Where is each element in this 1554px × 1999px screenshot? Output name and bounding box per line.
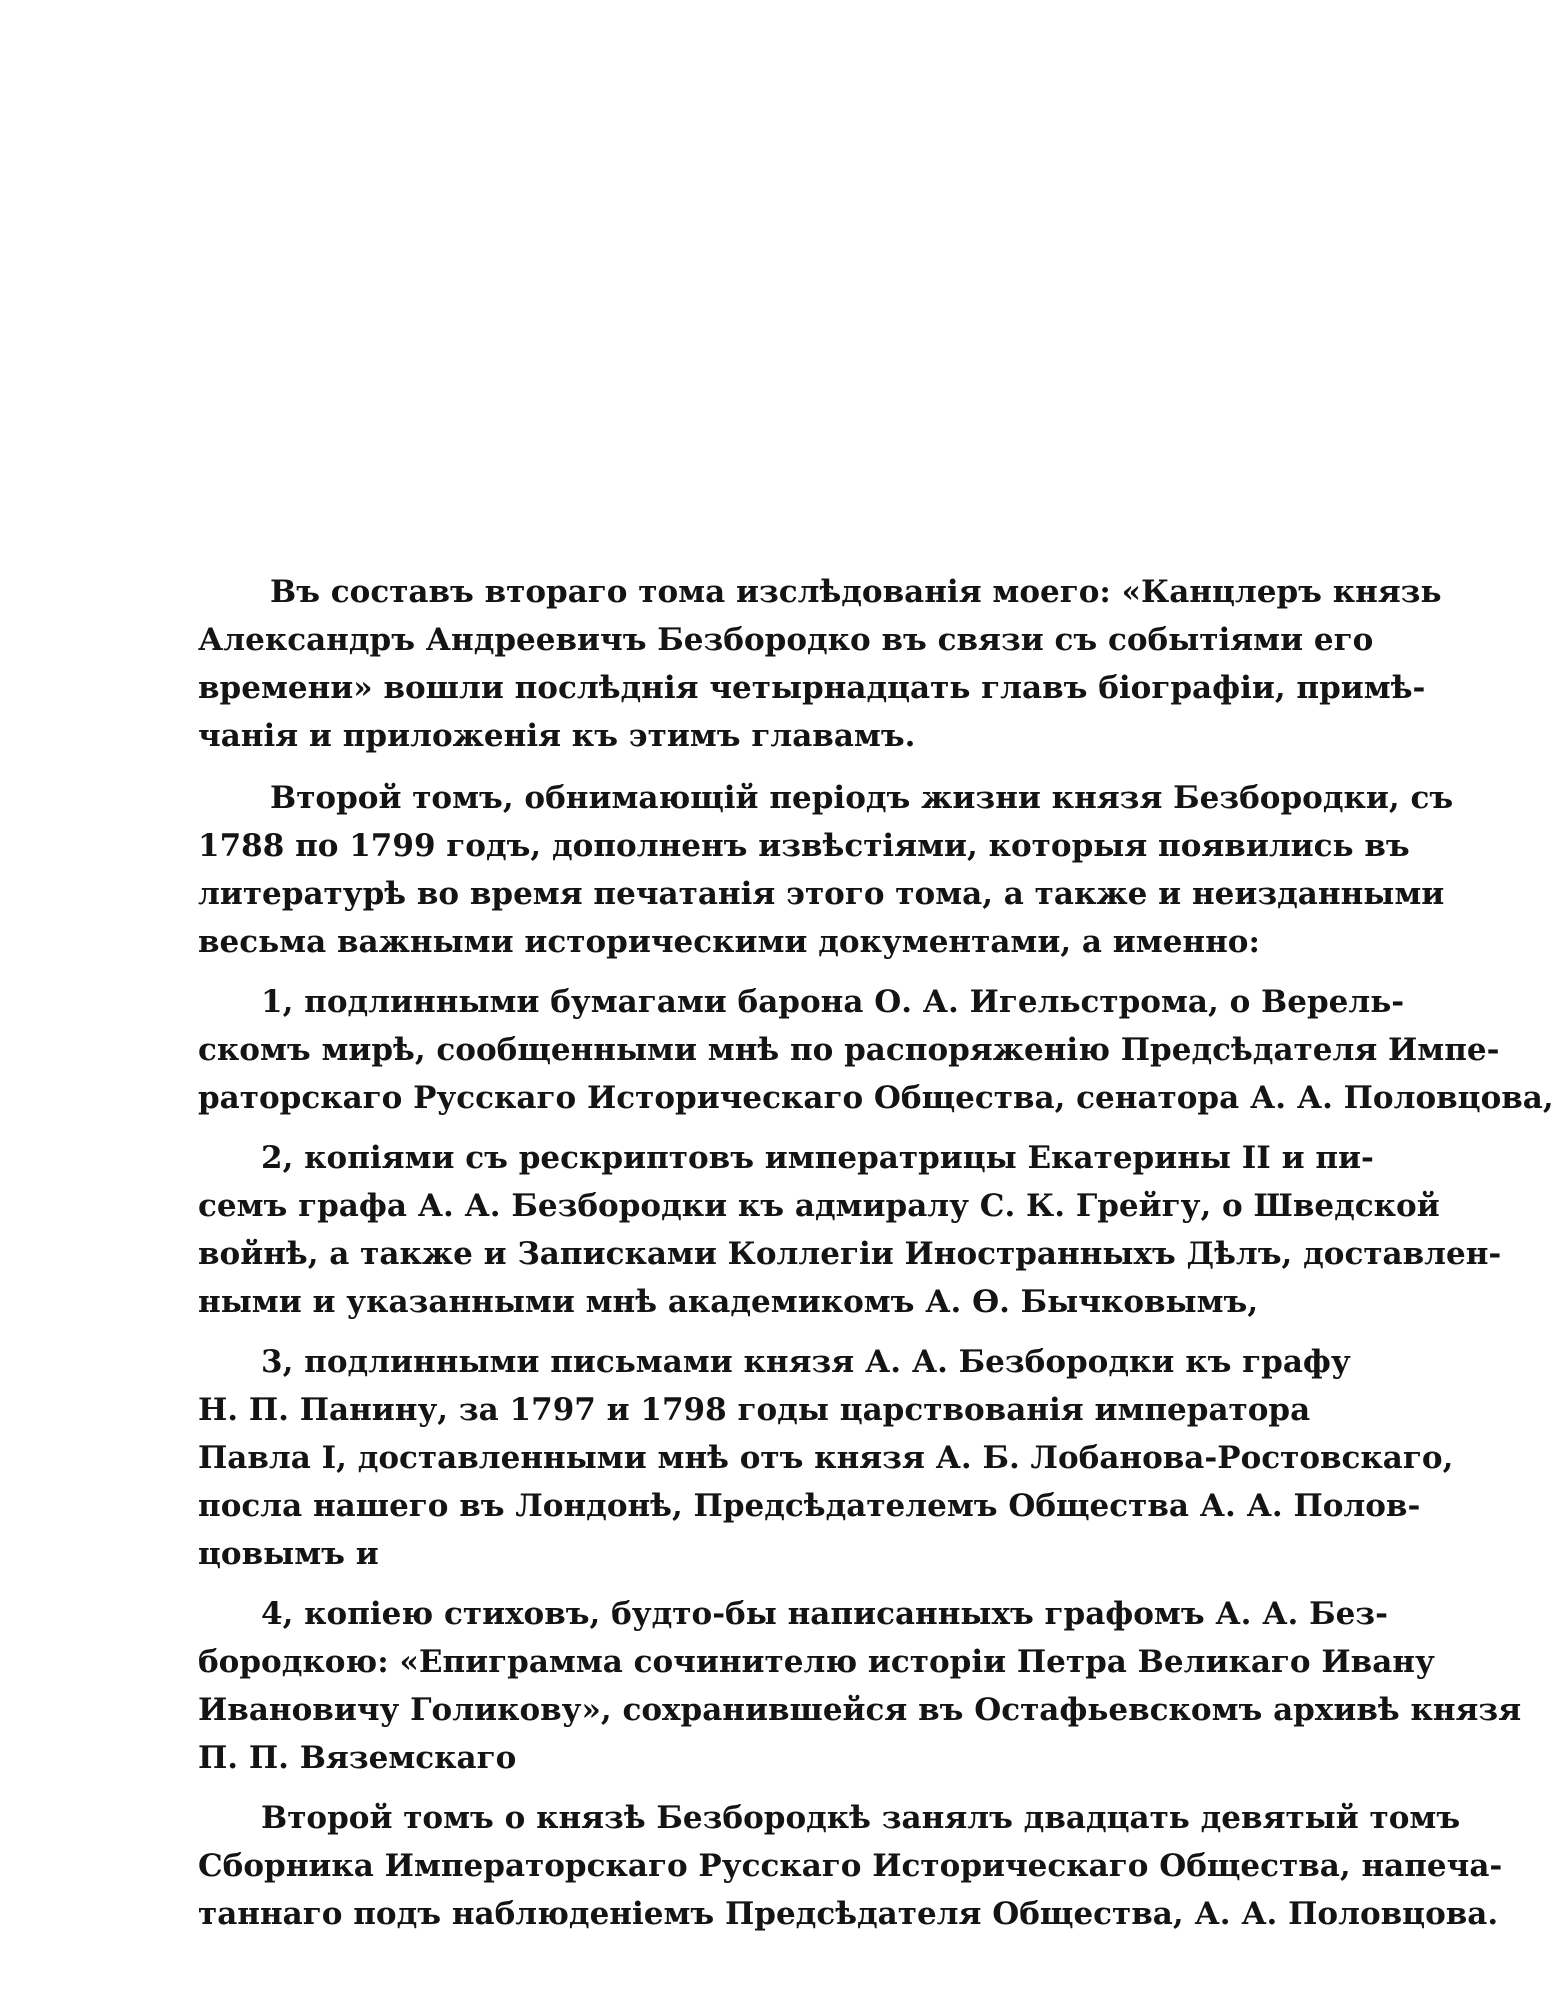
paragraph-2-line-1: Второй томъ, обнимающій періодъ жизни князя Безбородки, съ bbox=[270, 780, 1454, 816]
item-2-line-4: ными и указанными мнѣ академикомъ А. Ѳ. Бычковымъ, bbox=[198, 1284, 1259, 1320]
final-paragraph-line-3: таннаго подъ наблюденіемъ Предсѣдателя Общества, А. А. Половцова. bbox=[198, 1896, 1499, 1932]
paragraph-gap bbox=[198, 1578, 1198, 1590]
paragraph-gap bbox=[198, 966, 1198, 978]
paragraph-1-line-1: Въ составъ втораго тома изслѣдованія моего: «Канцлеръ князь bbox=[270, 574, 1442, 610]
paragraph-2-line-3: литературѣ во время печатанія этого тома, а также и неизданными bbox=[198, 876, 1445, 912]
paragraph-2-line-4: весьма важными историческими документами, а именно: bbox=[198, 924, 1260, 960]
item-2-line-3: войнѣ, а также и Записками Коллегіи Иностранныхъ Дѣлъ, доставлен- bbox=[198, 1236, 1502, 1272]
item-1-line-3: раторскаго Русскаго Историческаго Общества, сенатора А. А. Половцова, bbox=[198, 1080, 1554, 1116]
paragraph-1-line-3: времени» вошли послѣднія четырнадцать главъ біографіи, примѣ- bbox=[198, 670, 1426, 706]
paragraph-gap bbox=[198, 1122, 1198, 1134]
item-2-line-2: семъ графа А. А. Безбородки къ адмиралу С. К. Грейгу, о Шведской bbox=[198, 1188, 1440, 1224]
item-3-line-4: посла нашего въ Лондонѣ, Предсѣдателемъ Общества А. А. Полов- bbox=[198, 1488, 1421, 1524]
item-4-line-2: бородкою: «Епиграмма сочинителю исторіи Петра Великаго Ивану bbox=[198, 1644, 1435, 1680]
item-2-line-1: 2, копіями съ рескриптовъ императрицы Екатерины II и пи- bbox=[261, 1140, 1374, 1176]
item-4-line-3: Ивановичу Голикову», сохранившейся въ Остафьевскомъ архивѣ князя bbox=[198, 1692, 1522, 1728]
paragraph-1-line-4: чанія и приложенія къ этимъ главамъ. bbox=[198, 718, 916, 754]
body-text bbox=[198, 568, 1554, 1938]
item-3-line-2: Н. П. Панину, за 1797 и 1798 годы царствованія императора bbox=[198, 1392, 1311, 1428]
item-3-line-5: цовымъ и bbox=[198, 1536, 379, 1572]
paragraph-1-line-2: Александръ Андреевичъ Безбородко въ связи съ событіями его bbox=[198, 622, 1374, 658]
item-1-line-2: скомъ мирѣ, сообщенными мнѣ по распоряженію Предсѣдателя Импе- bbox=[198, 1032, 1500, 1068]
paragraph-gap bbox=[198, 760, 1198, 774]
item-3-line-1: 3, подлинными письмами князя А. А. Безбородки къ графу bbox=[261, 1344, 1351, 1380]
paragraph-gap bbox=[198, 1782, 1198, 1794]
item-4-line-4: П. П. Вяземскаго bbox=[198, 1740, 517, 1776]
item-3-line-3: Павла I, доставленными мнѣ отъ князя А. Б. Лобанова-Ростовскаго, bbox=[198, 1440, 1454, 1476]
paragraph-2-line-2: 1788 по 1799 годъ, дополненъ извѣстіями, которыя появились въ bbox=[198, 828, 1410, 864]
final-paragraph-line-2: Сборника Императорскаго Русскаго Историческаго Общества, напеча- bbox=[198, 1848, 1503, 1884]
final-paragraph-line-1: Второй томъ о князѣ Безбородкѣ занялъ двадцать девятый томъ bbox=[261, 1800, 1461, 1836]
item-1-line-1: 1, подлинными бумагами барона О. А. Игельстрома, о Верель- bbox=[261, 984, 1405, 1020]
paragraph-gap bbox=[198, 1326, 1198, 1338]
item-4-line-1: 4, копіею стиховъ, будто-бы написанныхъ графомъ А. А. Без- bbox=[261, 1596, 1388, 1632]
